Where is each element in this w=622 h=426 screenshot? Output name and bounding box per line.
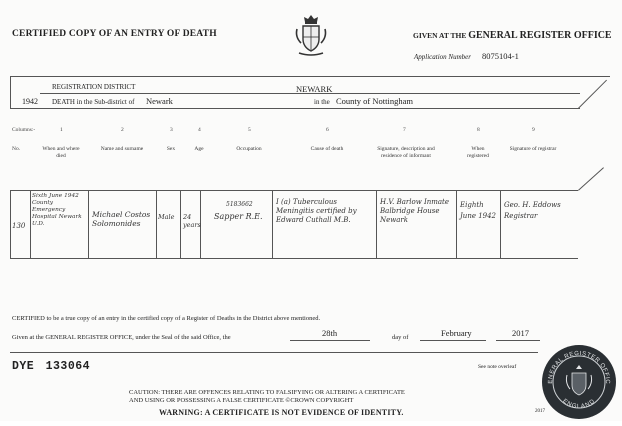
column-number-7: 7 bbox=[403, 127, 406, 133]
entry-divider-3 bbox=[156, 190, 157, 258]
corner-diagonal-top bbox=[578, 80, 608, 110]
death-in-label: DEATH in the Sub-district of bbox=[52, 98, 135, 106]
given-year: 2017 bbox=[512, 328, 529, 338]
left-border-top bbox=[10, 76, 11, 108]
column-number-8: 8 bbox=[477, 127, 480, 133]
column-number-4: 4 bbox=[198, 127, 201, 133]
header-occupation: Occupation bbox=[236, 146, 262, 152]
day-rule bbox=[290, 340, 370, 341]
entry-occupation-number: 5183662 bbox=[226, 201, 253, 208]
column-number-9: 9 bbox=[532, 127, 535, 133]
column-number-3: 3 bbox=[170, 127, 173, 133]
gro-title bbox=[413, 30, 612, 41]
entry-top-rule bbox=[10, 190, 578, 191]
see-note-overleaf: See note overleaf bbox=[478, 364, 517, 370]
entry-divider-1 bbox=[30, 190, 31, 258]
entry-divider-6 bbox=[272, 190, 273, 258]
application-number: 8075104-1 bbox=[482, 51, 519, 61]
day-of-label: day of bbox=[392, 334, 409, 341]
in-the-label: in the bbox=[314, 98, 330, 106]
corner-diagonal-entry bbox=[578, 167, 605, 191]
given-statement: Given at the GENERAL REGISTER OFFICE, under the Seal of the said Office, the bbox=[12, 334, 231, 341]
certificate-title: CERTIFIED COPY OF AN ENTRY OF DEATH bbox=[12, 29, 217, 39]
entry-sex: Male bbox=[158, 213, 175, 221]
royal-coat-of-arms-icon bbox=[293, 13, 329, 57]
county-rule bbox=[10, 108, 580, 109]
entry-name: Michael Costos Solomonides bbox=[92, 210, 151, 228]
column-number-5: 5 bbox=[248, 127, 251, 133]
top-rule bbox=[10, 76, 610, 77]
form-code: 2017 bbox=[535, 409, 545, 414]
footer-rule bbox=[10, 352, 538, 353]
entry-divider-8 bbox=[456, 190, 457, 258]
entry-when-where: Sixth June 1942 County Emergency Hospital Newark U.D. bbox=[32, 193, 82, 227]
no-label: No. bbox=[12, 146, 21, 152]
header-cause: Cause of death bbox=[310, 146, 344, 152]
entry-divider-4 bbox=[180, 190, 181, 258]
header-age: Age bbox=[194, 146, 204, 152]
serial-prefix: DYE bbox=[12, 360, 35, 373]
column-number-2: 2 bbox=[121, 127, 124, 133]
header-sex: Sex bbox=[166, 146, 176, 152]
entry-divider-9 bbox=[500, 190, 501, 258]
entry-informant: H.V. Barlow Inmate Balbridge House Newark bbox=[380, 198, 449, 224]
month-rule bbox=[420, 340, 486, 341]
registration-district-value: NEWARK bbox=[296, 84, 333, 94]
year-rule bbox=[496, 340, 540, 341]
caution-line-1: CAUTION: THERE ARE OFFENCES RELATING TO FALSIFYING OR ALTERING A CERTIFICATE bbox=[129, 389, 405, 396]
entry-divider-0 bbox=[10, 190, 11, 258]
serial-digits: 133064 bbox=[45, 360, 91, 373]
header-informant: Signature, description and residence of informant bbox=[377, 146, 435, 159]
registration-district-label: REGISTRATION DISTRICT bbox=[52, 83, 136, 91]
gro-title-main: GENERAL REGISTER OFFICE bbox=[468, 30, 612, 41]
entry-when-registered: Eighth June 1942 bbox=[460, 201, 497, 220]
header-registrar: Signature of registrar bbox=[509, 146, 557, 152]
entry-registrar: Geo. H. Eddows Registrar bbox=[504, 201, 561, 220]
column-number-1: 1 bbox=[60, 127, 63, 133]
header-when-where: When and where died bbox=[42, 146, 80, 159]
given-day: 28th bbox=[322, 328, 338, 338]
serial-number bbox=[12, 360, 90, 373]
registration-year: 1942 bbox=[22, 97, 38, 106]
warning-text: WARNING: A CERTIFICATE IS NOT EVIDENCE OF IDENTITY. bbox=[159, 408, 404, 417]
caution-line-2: AND USING OR POSSESSING A FALSE CERTIFICATE ©CROWN COPYRIGHT bbox=[129, 397, 354, 404]
certified-statement: CERTIFIED to be a true copy of an entry in the certified copy of a Register of Deaths in the District above mentioned. bbox=[12, 315, 321, 322]
columns-label: Columns:- bbox=[12, 127, 36, 133]
seal-text-top: ENERAL REGISTER OFFIC bbox=[547, 350, 611, 385]
district-rule bbox=[40, 93, 580, 94]
county-value: County of Nottingham bbox=[336, 96, 413, 106]
entry-occupation: Sapper R.E. bbox=[214, 212, 263, 221]
general-register-office-seal-icon bbox=[540, 343, 618, 421]
entry-divider-7 bbox=[376, 190, 377, 258]
entry-age: 24 years bbox=[183, 213, 201, 229]
entry-cause: I (a) Tuberculous Meningitis certified by Edward Cuthall M.B. bbox=[276, 198, 357, 224]
header-name: Name and surname bbox=[100, 146, 144, 152]
entry-bottom-rule bbox=[10, 258, 578, 259]
entry-no: 130 bbox=[12, 222, 26, 230]
given-month: February bbox=[441, 328, 472, 338]
application-label: Application Number bbox=[414, 53, 471, 61]
entry-divider-2 bbox=[88, 190, 89, 258]
column-number-6: 6 bbox=[326, 127, 329, 133]
gro-title-prefix: GIVEN AT THE bbox=[413, 31, 467, 40]
seal-text-bottom: ENGLAND bbox=[561, 398, 597, 411]
subdistrict-value: Newark bbox=[146, 96, 173, 106]
header-when-registered: When registered bbox=[467, 146, 489, 159]
